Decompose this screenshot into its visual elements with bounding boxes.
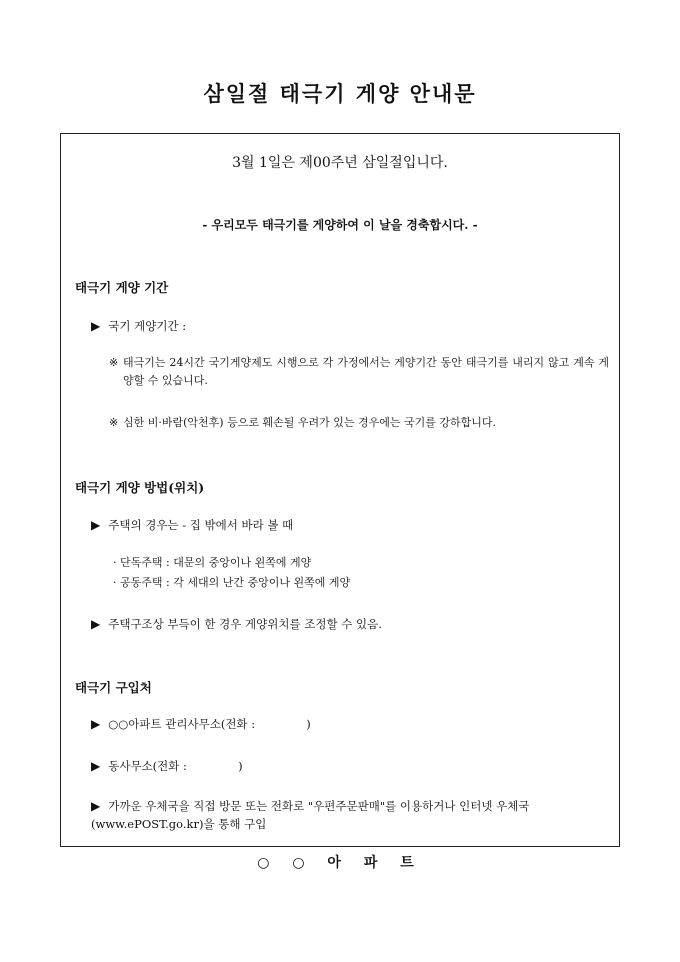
bullet-text: 동사무소(전화 : ) [108, 759, 243, 773]
bullet-text: 국기 게양기간 : [108, 319, 187, 333]
bullet-adjust [91, 616, 382, 632]
section-heading-period: 태극기 게양 기간 [75, 280, 169, 295]
triangle-bullet-icon: ▶ [91, 799, 101, 813]
document-title: 삼일절 태극기 게양 안내문 [203, 81, 477, 106]
note-mark-icon: ※ [109, 416, 119, 429]
bullet-text: 주택의 경우는 - 집 밖에서 바라 볼 때 [108, 518, 294, 532]
note-weather [109, 414, 609, 432]
sub-item-apartment: · 공동주택 : 각 세대의 난간 중앙이나 왼쪽에 게양 [113, 576, 351, 589]
bullet-text: 주택구조상 부득이 한 경우 게양위치를 조정할 수 있음. [108, 617, 382, 631]
bullet-text: ○○아파트 관리사무소(전화 : ) [108, 717, 311, 731]
footer-signature: ○ ○ 아 파 트 [257, 855, 423, 871]
bullet-community-center [91, 758, 243, 774]
note-text: 태극기는 24시간 국기게양제도 시행으로 각 가정에서는 게양기간 동안 태극기를 내리지 않고 계속 게양할 수 있습니다. [123, 356, 609, 387]
note-24h [109, 354, 609, 390]
sub-item-detached: · 단독주택 : 대문의 중앙이나 왼쪽에 게양 [113, 556, 312, 569]
triangle-bullet-icon: ▶ [91, 617, 101, 631]
bullet-text: 가까운 우체국을 직접 방문 또는 전화로 "우편주문판매"를 이용하거나 인터넷 우체국(www.ePOST.go.kr)을 통해 구입 [91, 799, 530, 831]
note-text: 심한 비·바람(악천후) 등으로 훼손될 우려가 있는 경우에는 국기를 강하합니다. [123, 416, 496, 429]
bullet-house [91, 517, 293, 533]
triangle-bullet-icon: ▶ [91, 319, 101, 333]
triangle-bullet-icon: ▶ [91, 717, 101, 731]
triangle-bullet-icon: ▶ [91, 759, 101, 773]
triangle-bullet-icon: ▶ [91, 518, 101, 532]
slogan: - 우리모두 태극기를 게양하여 이 날을 경축합시다. - [202, 218, 478, 232]
bullet-post-office [91, 797, 601, 833]
headline: 3월 1일은 제00주년 삼일절입니다. [232, 155, 448, 171]
bullet-office [91, 716, 311, 732]
notice-box [60, 133, 620, 847]
section-heading-method: 태극기 게양 방법(위치) [75, 480, 205, 495]
note-mark-icon: ※ [109, 356, 119, 369]
bullet-period [91, 318, 186, 334]
section-heading-purchase: 태극기 구입처 [75, 680, 152, 695]
